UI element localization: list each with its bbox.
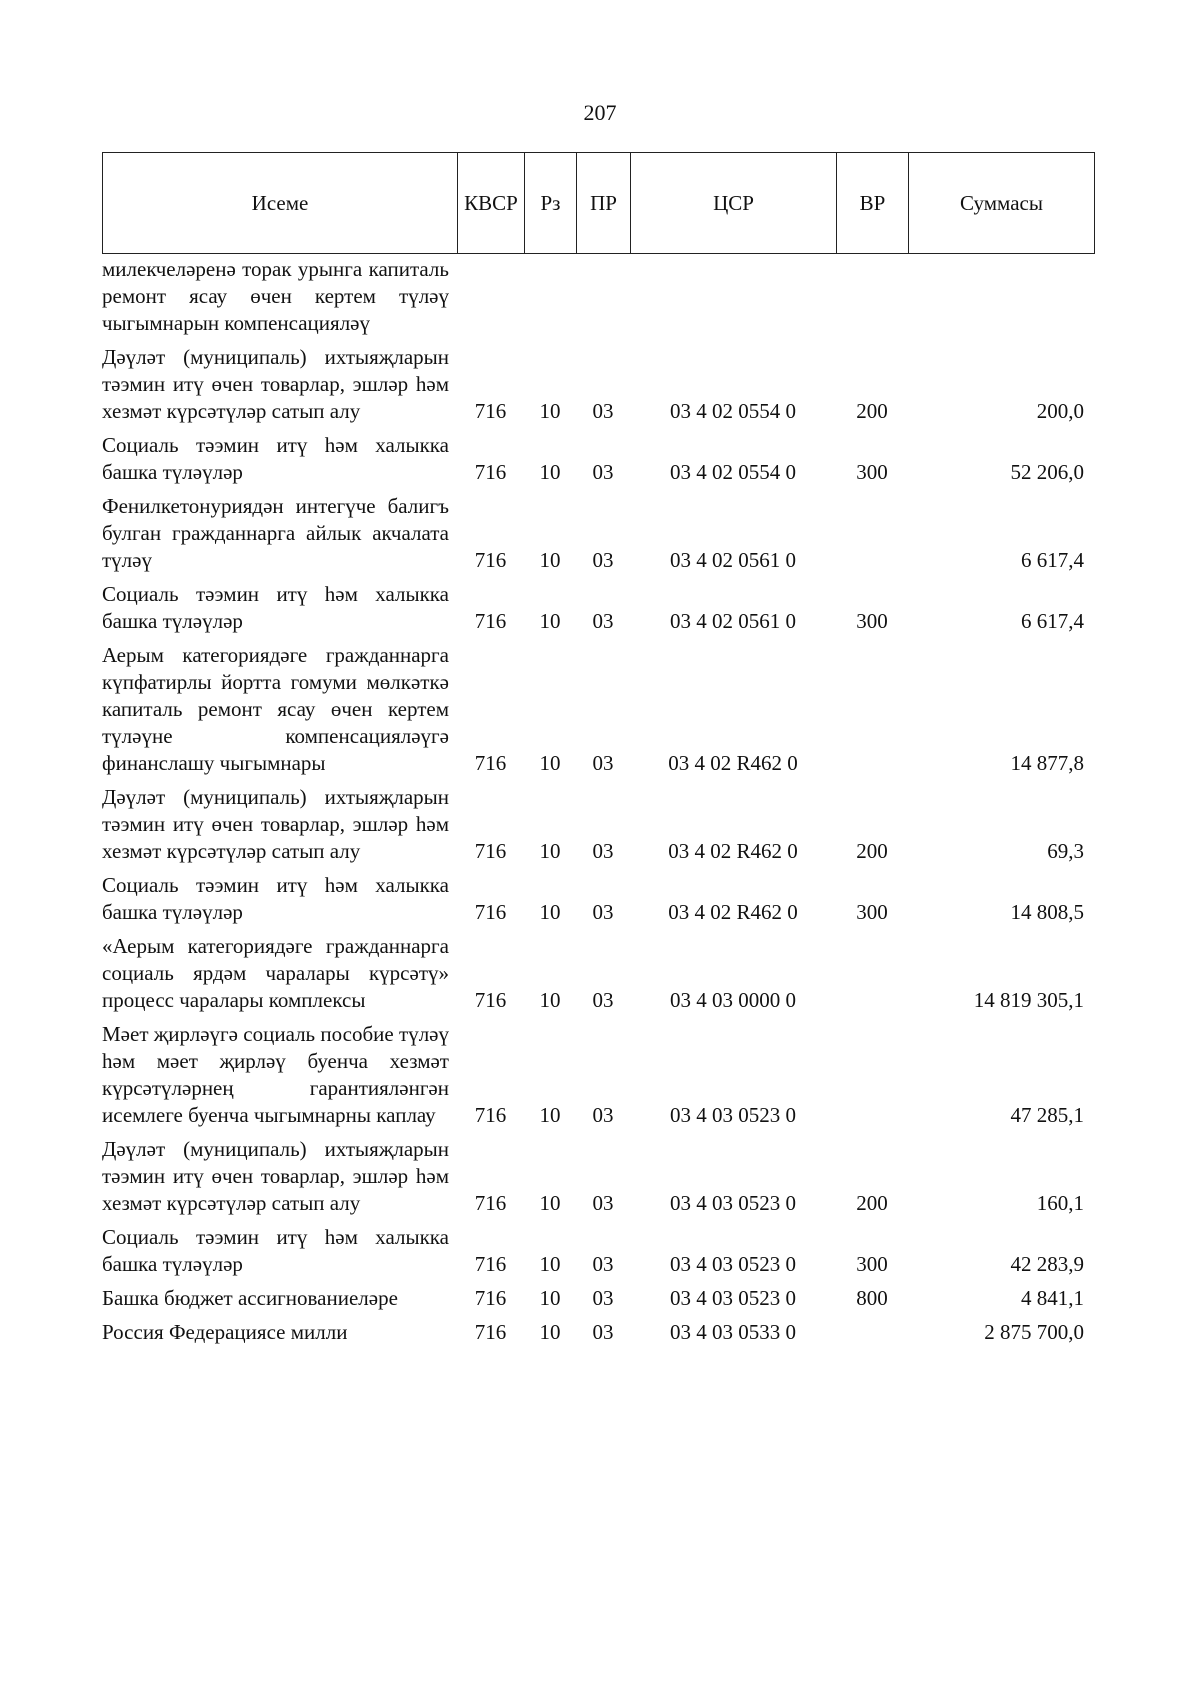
cell-kvsr: 716 xyxy=(474,751,507,775)
cell-vr xyxy=(836,1319,908,1353)
table-row xyxy=(102,872,1094,933)
cell-rz: 10 xyxy=(539,751,561,775)
cell-name: Социаль тәэмин итү һәм халыкка башка түләүләр xyxy=(102,1225,449,1276)
table-row xyxy=(102,784,1094,872)
cell-sum: 4 841,1 xyxy=(1021,1286,1084,1310)
cell-kvsr: 716 xyxy=(474,609,507,633)
cell-kvsr xyxy=(457,256,524,344)
cell-pr: 03 xyxy=(592,839,614,863)
cell-csr: 03 4 02 R462 0 xyxy=(668,900,798,924)
table-row xyxy=(102,1021,1094,1136)
header-vr: ВР xyxy=(837,153,909,254)
header-kvsr: КВСР xyxy=(458,153,525,254)
cell-pr: 03 xyxy=(592,609,614,633)
cell-csr xyxy=(630,256,836,344)
table-row xyxy=(102,1319,1094,1353)
cell-name: Аерым категориядәге гражданнарга күпфатирлы йортта гомуми мөлкәткә капиталь ремонт ясау өчен кертем түләүне компенсацияләүгә финанслашу чыгымнары xyxy=(102,643,449,775)
cell-vr: 800 xyxy=(856,1286,888,1310)
cell-kvsr: 716 xyxy=(474,1191,507,1215)
cell-sum: 200,0 xyxy=(1036,399,1084,423)
cell-sum xyxy=(908,256,1094,344)
cell-rz: 10 xyxy=(539,839,561,863)
cell-rz: 10 xyxy=(539,1103,561,1127)
cell-rz: 10 xyxy=(539,399,561,423)
cell-rz: 10 xyxy=(539,609,561,633)
cell-csr: 03 4 02 0561 0 xyxy=(670,609,796,633)
cell-rz: 10 xyxy=(539,548,561,572)
cell-kvsr: 716 xyxy=(474,1286,507,1310)
cell-name: Социаль тәэмин итү һәм халыкка башка түләүләр xyxy=(102,582,449,633)
cell-pr: 03 xyxy=(592,460,614,484)
cell-kvsr: 716 xyxy=(474,988,507,1012)
cell-rz: 10 xyxy=(539,1320,561,1344)
cell-csr: 03 4 03 0523 0 xyxy=(670,1191,796,1215)
header-csr: ЦСР xyxy=(631,153,837,254)
header-rz: Рз xyxy=(525,153,577,254)
cell-vr: 300 xyxy=(856,460,888,484)
table-row xyxy=(102,256,1094,344)
cell-rz: 10 xyxy=(539,460,561,484)
cell-kvsr: 716 xyxy=(474,1320,507,1344)
table-row xyxy=(102,933,1094,1021)
cell-csr: 03 4 02 0561 0 xyxy=(670,548,796,572)
cell-pr: 03 xyxy=(592,988,614,1012)
cell-kvsr: 716 xyxy=(474,1252,507,1276)
cell-pr: 03 xyxy=(592,1286,614,1310)
cell-pr: 03 xyxy=(592,1103,614,1127)
cell-csr: 03 4 02 0554 0 xyxy=(670,460,796,484)
cell-sum: 47 285,1 xyxy=(1010,1103,1084,1127)
table-header xyxy=(102,152,1095,254)
cell-vr: 200 xyxy=(856,1191,888,1215)
cell-pr: 03 xyxy=(592,751,614,775)
cell-vr: 200 xyxy=(856,399,888,423)
cell-sum: 2 875 700,0 xyxy=(984,1320,1084,1344)
cell-csr: 03 4 02 R462 0 xyxy=(668,751,798,775)
cell-vr: 200 xyxy=(856,839,888,863)
cell-kvsr: 716 xyxy=(474,900,507,924)
cell-pr: 03 xyxy=(592,399,614,423)
cell-rz xyxy=(524,256,576,344)
cell-csr: 03 4 03 0533 0 xyxy=(670,1320,796,1344)
cell-rz: 10 xyxy=(539,1252,561,1276)
cell-vr: 300 xyxy=(856,900,888,924)
cell-rz: 10 xyxy=(539,900,561,924)
cell-vr xyxy=(836,642,908,784)
cell-name: «Аерым категориядәге гражданнарга социаль ярдәм чаралары күрсәтү» процесс чаралары комплексы xyxy=(102,934,449,1012)
cell-name: Фенилкетонуриядән интегүче балигъ булган гражданнарга айлык акчалата түләү xyxy=(102,494,449,572)
cell-name: милекчеләренә торак урынга капиталь ремонт ясау өчен кертем түләү чыгымнарын компенсацияләү xyxy=(102,257,449,335)
page-number: 207 xyxy=(583,100,617,125)
cell-vr: 300 xyxy=(856,1252,888,1276)
cell-sum: 42 283,9 xyxy=(1010,1252,1084,1276)
cell-vr xyxy=(836,256,908,344)
header-pr: ПР xyxy=(577,153,631,254)
cell-csr: 03 4 02 0554 0 xyxy=(670,399,796,423)
cell-kvsr: 716 xyxy=(474,460,507,484)
cell-sum: 160,1 xyxy=(1036,1191,1084,1215)
cell-name: Россия Федерациясе милли xyxy=(102,1320,348,1344)
cell-sum: 14 819 305,1 xyxy=(973,988,1084,1012)
cell-pr: 03 xyxy=(592,1320,614,1344)
cell-pr: 03 xyxy=(592,1191,614,1215)
cell-name: Социаль тәэмин итү һәм халыкка башка түләүләр xyxy=(102,433,449,484)
cell-kvsr: 716 xyxy=(474,839,507,863)
table-row xyxy=(102,344,1094,432)
cell-vr xyxy=(836,1021,908,1136)
cell-name: Дәүләт (муниципаль) ихтыяҗларын тәэмин итү өчен товарлар, эшләр һәм хезмәт күрсәтүләр сатып алу xyxy=(102,785,449,863)
cell-rz: 10 xyxy=(539,1191,561,1215)
cell-pr: 03 xyxy=(592,548,614,572)
cell-name: Башка бюджет ассигнованиеләре xyxy=(102,1286,398,1310)
cell-sum: 6 617,4 xyxy=(1021,609,1084,633)
cell-vr: 300 xyxy=(856,609,888,633)
cell-rz: 10 xyxy=(539,1286,561,1310)
table-row xyxy=(102,1285,1094,1319)
header-name: Исеме xyxy=(103,153,458,254)
cell-sum: 52 206,0 xyxy=(1010,460,1084,484)
budget-table-body xyxy=(102,256,1094,1353)
table-row xyxy=(102,493,1094,581)
cell-sum: 14 808,5 xyxy=(1010,900,1084,924)
cell-name: Дәүләт (муниципаль) ихтыяҗларын тәэмин итү өчен товарлар, эшләр һәм хезмәт күрсәтүләр сатып алу xyxy=(102,345,449,423)
cell-vr xyxy=(836,933,908,1021)
cell-rz: 10 xyxy=(539,988,561,1012)
cell-csr: 03 4 03 0523 0 xyxy=(670,1103,796,1127)
table-row xyxy=(102,432,1094,493)
cell-sum: 14 877,8 xyxy=(1010,751,1084,775)
cell-csr: 03 4 02 R462 0 xyxy=(668,839,798,863)
header-sum: Суммасы xyxy=(909,153,1095,254)
cell-csr: 03 4 03 0523 0 xyxy=(670,1252,796,1276)
cell-pr xyxy=(576,256,630,344)
cell-vr xyxy=(836,493,908,581)
cell-pr: 03 xyxy=(592,1252,614,1276)
cell-csr: 03 4 03 0523 0 xyxy=(670,1286,796,1310)
cell-name: Мәет җирләүгә социаль пособие түләү һәм мәет җирләү буенча хезмәт күрсәтүләрнең гарантияләнгән исемлеге буенча чыгымнарны каплау xyxy=(102,1022,449,1127)
table-row xyxy=(102,581,1094,642)
table-row xyxy=(102,1136,1094,1224)
table-row xyxy=(102,1224,1094,1285)
cell-csr: 03 4 03 0000 0 xyxy=(670,988,796,1012)
cell-name: Дәүләт (муниципаль) ихтыяҗларын тәэмин итү өчен товарлар, эшләр һәм хезмәт күрсәтүләр сатып алу xyxy=(102,1137,449,1215)
cell-sum: 6 617,4 xyxy=(1021,548,1084,572)
table-row xyxy=(102,642,1094,784)
cell-name: Социаль тәэмин итү һәм халыкка башка түләүләр xyxy=(102,873,449,924)
cell-pr: 03 xyxy=(592,900,614,924)
cell-sum: 69,3 xyxy=(1047,839,1084,863)
cell-kvsr: 716 xyxy=(474,1103,507,1127)
cell-kvsr: 716 xyxy=(474,399,507,423)
cell-kvsr: 716 xyxy=(474,548,507,572)
